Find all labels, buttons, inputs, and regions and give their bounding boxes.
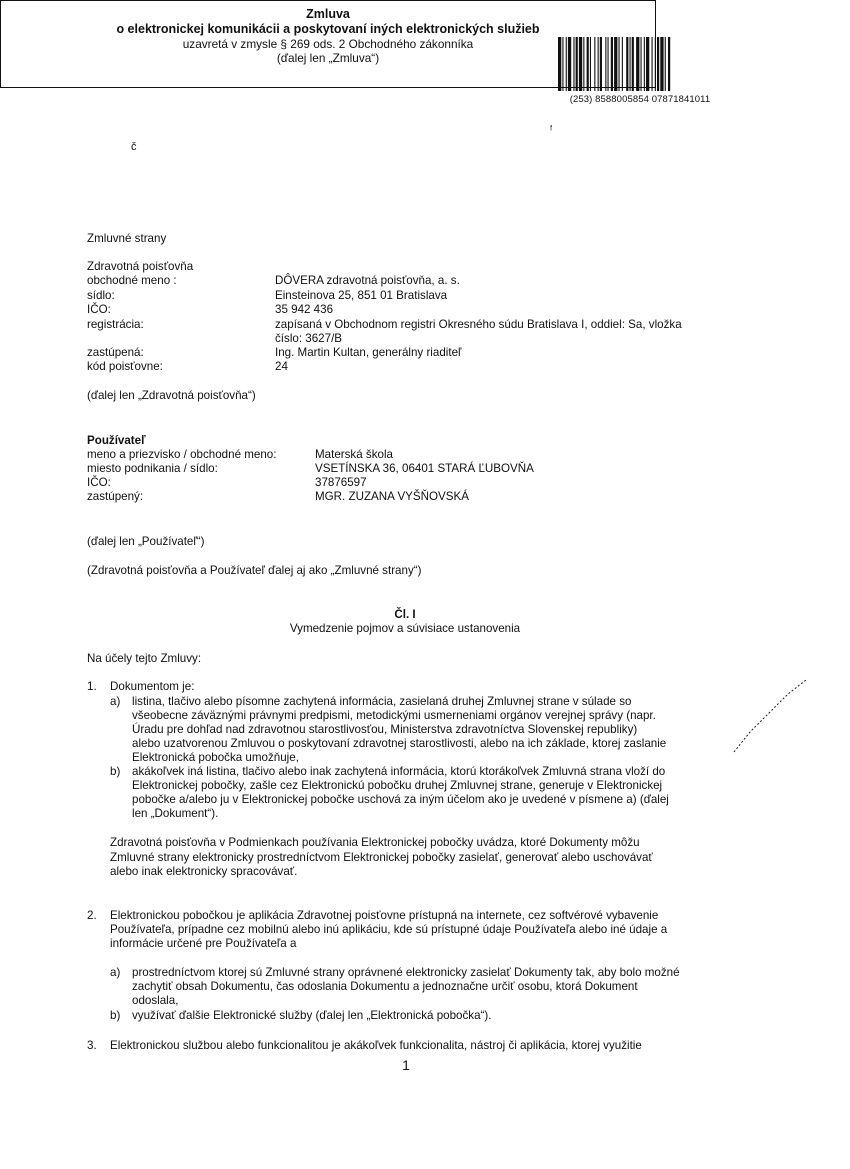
document-legal-basis: uzavretá v zmysle § 269 ods. 2 Obchodného zákonníka <box>182 37 474 51</box>
insurer-label-ico: IČO: <box>87 303 111 316</box>
insurer-value-code: 24 <box>275 360 288 373</box>
item-1a-line: alebo uzatvorenou Zmluvou o poskytovaní zdravotnej starostlivosti, alebo na ich základe, ktorej zaslanie <box>132 737 667 750</box>
user-value-representative: MGR. ZUZANA VYŠŇOVSKÁ <box>315 490 469 503</box>
page-number: 1 <box>402 1057 410 1073</box>
item-1b-line: akákoľvek iná listina, tlačivo alebo inak zachytená informácia, ktorú ktorákoľvek Zmluvná strana vloží do <box>132 765 666 778</box>
barcode-number: (253) 8588005854 07871841011 <box>569 94 711 105</box>
item-1a-line: Úradu pre dohľad nad zdravotnou starostlivosťou, Ministerstva zdravotníctva Slovenskej republiky) <box>132 723 638 736</box>
parties-heading: Zmluvné strany <box>87 232 167 245</box>
item-1-heading: Dokumentom je: <box>110 680 195 693</box>
user-value-seat: VSETÍNSKA 36, 06401 STARÁ ĽUBOVŇA <box>315 462 534 475</box>
insurer-value-ico: 35 942 436 <box>275 303 334 316</box>
insurer-value-registration-2: číslo: 3627/B <box>275 332 343 345</box>
insurer-label-seat: sídlo: <box>87 289 115 302</box>
item-1-number: 1. <box>87 680 97 693</box>
item-2-line: Elektronickou pobočkou je aplikácia Zdravotnej poisťovne prístupná na internete, cez softvérové vybavenie <box>110 909 659 922</box>
item-1b-line: pobočke a/alebo ju v Elektronickej pobočke uschová za iným účelom ako je uvedené v písmene a) (ďalej <box>132 793 669 806</box>
item-2a-line: prostredníctvom ktorej sú Zmluvné strany oprávnené elektronicky zasielať Dokumenty tak, aby bolo možné <box>132 966 680 979</box>
item-2-line: Používateľa, prípadne cez mobilnú alebo inú aplikáciu, kde sú prístupné údaje Používateľa alebo iné údaje a <box>110 923 668 936</box>
item-2-number: 2. <box>87 909 97 922</box>
user-value-name: Materská škola <box>315 448 393 461</box>
item-2b-label: b) <box>110 1009 121 1022</box>
item-3-line: Elektronickou službou alebo funkcionalitou je akákoľvek funkcionalita, nástroj či aplikácia, ktorej využitie <box>110 1039 642 1052</box>
document-title: Zmluva <box>306 7 350 21</box>
user-value-ico: 37876597 <box>315 476 367 489</box>
item-3-number: 3. <box>87 1039 97 1052</box>
item-1a-line: Elektronická pobočka umožňuje, <box>132 751 299 764</box>
item-1-note-line: Zmluvné strany elektronicky prostredníctvom Elektronickej pobočky zasielať, generovať alebo uschovávať <box>110 851 653 864</box>
insurer-value-seat: Einsteinova 25, 851 01 Bratislava <box>275 289 448 302</box>
insurer-value-name: DÔVERA zdravotná poisťovňa, a. s. <box>275 274 460 287</box>
barcode-image <box>558 37 720 91</box>
insurer-value-representative: Ing. Martin Kultan, generálny riaditeľ <box>275 346 462 359</box>
item-2a-label: a) <box>110 966 121 979</box>
insurer-heading: Zdravotná poisťovňa <box>87 260 194 273</box>
document-subtitle: o elektronickej komunikácii a poskytovaní iných elektronických služieb <box>116 22 540 36</box>
article-title: Vymedzenie pojmov a súvisiace ustanovenia <box>289 622 521 635</box>
user-label-seat: miesto podnikania / sídlo: <box>87 462 218 475</box>
item-1b-label: b) <box>110 765 121 778</box>
item-2-line: informácie určené pre Používateľa a <box>110 937 297 950</box>
item-1-note-line: alebo inak elektronicky spracovávať. <box>110 865 298 878</box>
item-1-note-line: Zdravotná poisťovňa v Podmienkach používania Elektronickej pobočky uvádza, ktoré Dokumenty môžu <box>110 836 640 849</box>
user-heading: Používateľ <box>87 434 146 447</box>
both-parties-alias: (Zdravotná poisťovňa a Používateľ ďalej aj ako „Zmluvné strany“) <box>87 564 422 577</box>
user-label-ico: IČO: <box>87 476 111 489</box>
user-alias: (ďalej len „Používateľ“) <box>87 535 205 548</box>
item-1b-line: len „Dokument“). <box>132 807 219 820</box>
stray-pen-stroke <box>730 676 810 756</box>
user-label-representative: zastúpený: <box>87 490 144 503</box>
insurer-label-name: obchodné meno : <box>87 274 177 287</box>
document-alias: (ďalej len „Zmluva“) <box>276 51 380 65</box>
item-1a-line: všeobecne záväznými právnymi predpismi, metodickými usmerneniami orgánov verejnej správy (napr. <box>132 709 656 722</box>
item-2a-line: odoslala, <box>132 994 179 1007</box>
item-1a-label: a) <box>110 695 121 708</box>
item-1a-line: listina, tlačivo alebo písomne zachytená informácia, zasielaná druhej Zmluvnej strane v súlade so <box>132 695 632 708</box>
stray-mark: ᶠ <box>550 125 553 136</box>
item-1b-line: Elektronickej pobočky, zašle cez Elektronickú pobočku druhej Zmluvnej strane, generuje v Elektronickej <box>132 779 663 792</box>
insurer-label-representative: zastúpená: <box>87 346 144 359</box>
stray-mark: č <box>131 141 137 153</box>
article-number: Čl. I <box>394 608 416 621</box>
user-label-name: meno a priezvisko / obchodné meno: <box>87 448 277 461</box>
item-2b-line: využívať ďalšie Elektronické služby (ďalej len „Elektronická pobočka“). <box>132 1009 492 1022</box>
insurer-label-registration: registrácia: <box>87 318 144 331</box>
intro-text: Na účely tejto Zmluvy: <box>87 652 202 665</box>
item-2a-line: zachytiť obsah Dokumentu, čas odoslania Dokumentu a jednoznačne určiť osobu, ktorá Dokument <box>132 980 638 993</box>
insurer-alias: (ďalej len „Zdravotná poisťovňa“) <box>87 389 256 402</box>
insurer-label-code: kód poisťovne: <box>87 360 163 373</box>
insurer-value-registration: zapísaná v Obchodnom registri Okresného súdu Bratislava I, oddiel: Sa, vložka <box>275 318 682 331</box>
